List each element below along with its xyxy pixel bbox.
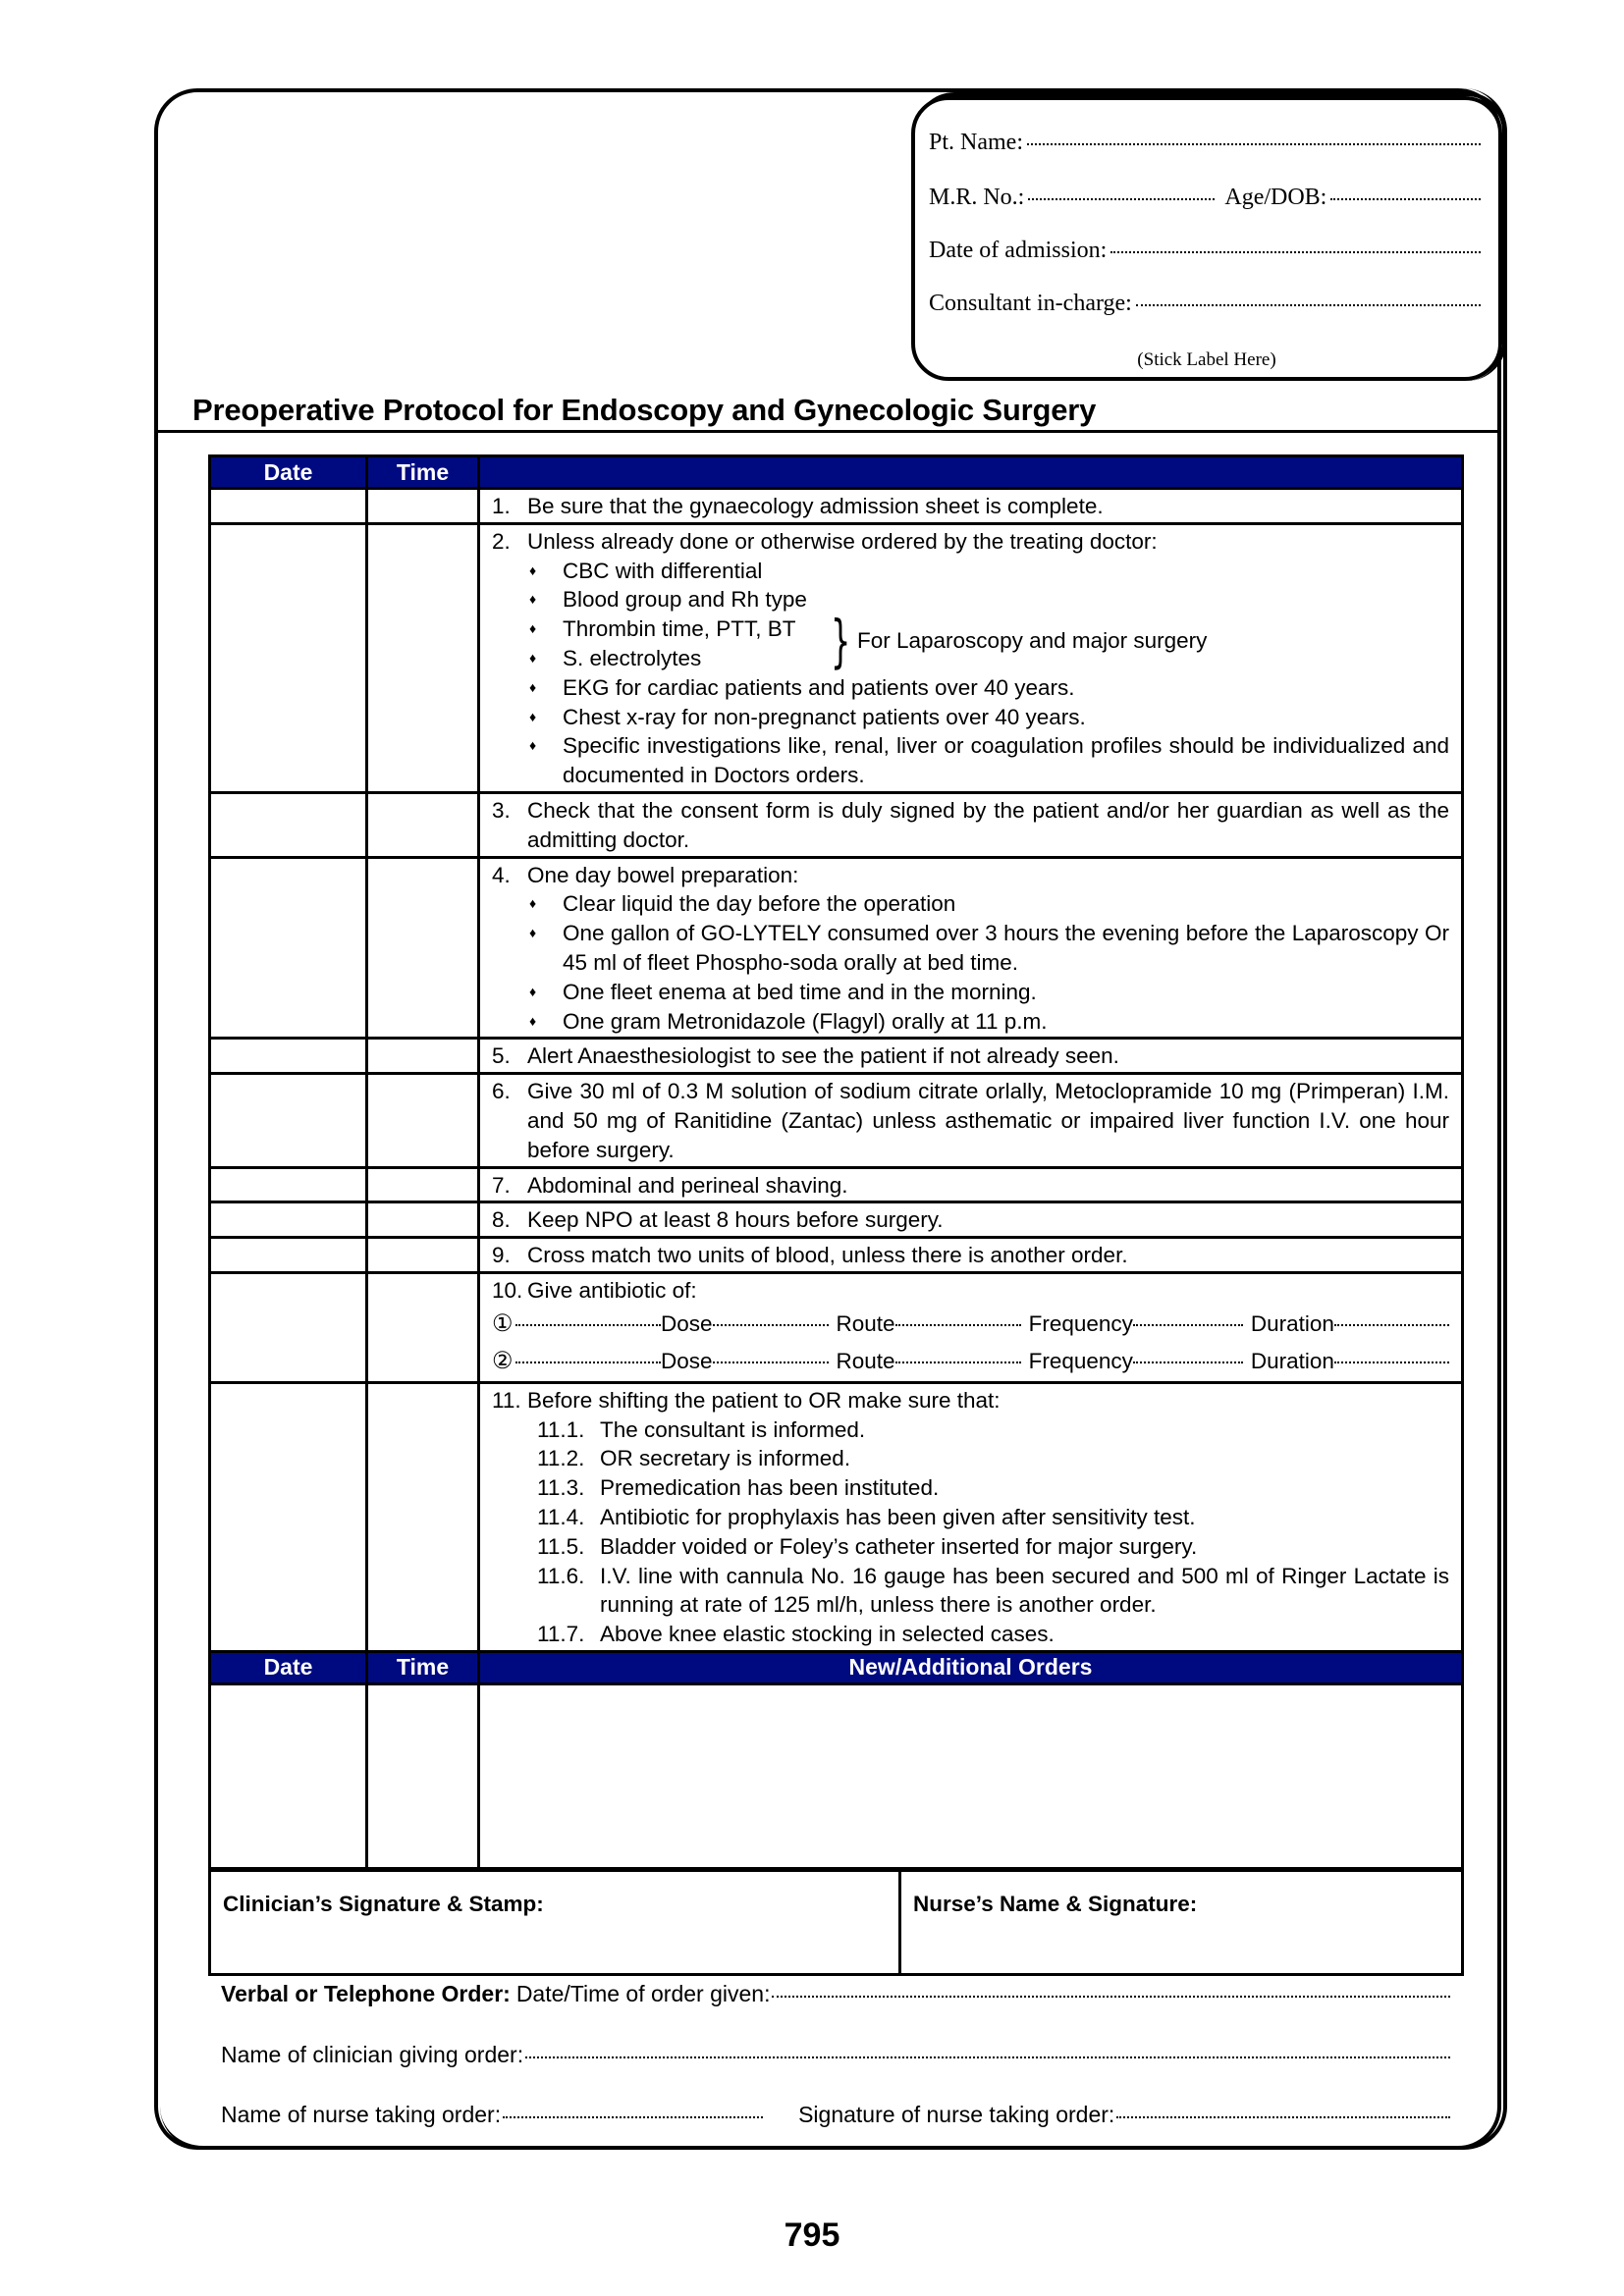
diamond-bullet-icon: ♦ (529, 649, 537, 666)
nurse-signature-order-label: Signature of nurse taking order: (798, 2102, 1115, 2127)
antibiotic-2-frequency-field[interactable] (1133, 1362, 1243, 1363)
antibiotic-1-duration-field[interactable] (1334, 1324, 1449, 1326)
sub-item: 11.2. OR secretary is informed. (537, 1446, 851, 1471)
item-cell (479, 1382, 1463, 1651)
sub-item: 11.5. Bladder voided or Foley’s catheter inserted for major surgery. (537, 1533, 1198, 1559)
nurse-name-field[interactable] (503, 2116, 763, 2118)
consultant-label: Consultant in-charge: (929, 291, 1132, 316)
date-cell[interactable] (210, 1238, 367, 1273)
antibiotic-1-route-field[interactable] (895, 1324, 1021, 1326)
bullet-item: ♦ Thrombin time, PTT, BT (492, 614, 1449, 644)
admission-date-label: Date of admission: (929, 238, 1108, 263)
age-dob-field[interactable] (1330, 198, 1481, 200)
item-number: 5. (492, 1043, 511, 1069)
date-cell[interactable] (210, 1202, 367, 1238)
item-number: 4. (492, 862, 511, 887)
time-cell[interactable] (367, 1238, 479, 1273)
item-cell (479, 1202, 1463, 1238)
diamond-bullet-icon: ♦ (529, 983, 537, 999)
page-title: Preoperative Protocol for Endoscopy and Gynecologic Surgery (192, 393, 1097, 427)
antibiotic-1-name-field[interactable] (515, 1324, 661, 1326)
diamond-bullet-icon: ♦ (529, 737, 537, 754)
item-cell (479, 1074, 1463, 1167)
item-text: Abdominal and perineal shaving. (527, 1172, 848, 1198)
antibiotic-2-dose-field[interactable] (713, 1362, 829, 1363)
item-cell (479, 792, 1463, 857)
item-number: 1. (492, 494, 511, 518)
time-cell[interactable] (367, 1074, 479, 1167)
table-row (210, 1238, 1463, 1273)
table-row (210, 1382, 1463, 1651)
consultant-field[interactable] (1136, 304, 1481, 306)
admission-row (929, 238, 1481, 264)
item-cell (479, 1167, 1463, 1202)
signature-row (210, 1869, 1463, 1974)
item-cell (479, 1238, 1463, 1273)
time-cell[interactable] (367, 1382, 479, 1651)
pt-name-field[interactable] (1027, 143, 1481, 145)
clinician-order-row (221, 2042, 1450, 2068)
datetime-field[interactable] (772, 1996, 1450, 1998)
table-row (210, 1272, 1463, 1382)
nurse-order-row (221, 2102, 1450, 2128)
pt-name-label: Pt. Name: (929, 130, 1023, 155)
sub-item: 11.3. Premedication has been instituted. (537, 1475, 940, 1501)
header-date: Date (210, 456, 367, 489)
date-cell[interactable] (210, 1167, 367, 1202)
time-cell[interactable] (367, 1167, 479, 1202)
nurse-signature-order-field[interactable] (1116, 2116, 1450, 2118)
orders-header-date: Date (210, 1651, 367, 1683)
table-row (210, 1074, 1463, 1167)
table-row (210, 792, 1463, 857)
time-cell[interactable] (367, 1039, 479, 1074)
diamond-bullet-icon: ♦ (529, 895, 537, 912)
diamond-bullet-icon: ♦ (529, 925, 537, 941)
verbal-order-row (221, 1981, 1450, 2007)
date-cell[interactable] (210, 1272, 367, 1382)
item-text: Be sure that the gynaecology admission sheet is complete. (527, 494, 1104, 518)
time-cell[interactable] (367, 792, 479, 857)
item-number: 7. (492, 1172, 511, 1198)
orders-time-cell[interactable] (367, 1683, 479, 1869)
bullet-item: ♦ One fleet enema at bed time and in the morning. (492, 978, 1449, 1007)
antibiotic-2-route-field[interactable] (895, 1362, 1021, 1363)
item-text: Give 30 ml of 0.3 M solution of sodium citrate orlally, Metoclopramide 10 mg (Primperan) I.M. and 50 mg of Ranitidine (Zantac) unless asthematic or impaired liver function I.V. one hour before surgery. (527, 1079, 1449, 1162)
nurse-signature-box[interactable] (901, 1872, 1461, 1973)
orders-date-cell[interactable] (210, 1683, 367, 1869)
nurse-signature-label: Nurse’s Name & Signature: (913, 1891, 1198, 1916)
item-number: 9. (492, 1243, 511, 1268)
item-text: Keep NPO at least 8 hours before surgery. (527, 1207, 944, 1233)
diamond-bullet-icon: ♦ (529, 708, 537, 724)
datetime-label: Date/Time of order given: (515, 1981, 771, 2006)
diamond-bullet-icon: ♦ (529, 561, 537, 578)
sub-item: 11.4. Antibiotic for prophylaxis has been given after sensitivity test. (537, 1504, 1196, 1529)
diamond-bullet-icon: ♦ (529, 678, 537, 695)
bullet-item: ♦ One gallon of GO-LYTELY consumed over 3 hours the evening before the Laparoscopy Or 45 ml of fleet Phospho-soda orally at bed time. (492, 919, 1449, 978)
orders-header-title: New/Additional Orders (479, 1651, 1463, 1683)
item-text: Alert Anaesthesiologist to see the patient if not already seen. (527, 1043, 1119, 1069)
circled-two-icon: ② (492, 1347, 514, 1374)
time-cell[interactable] (367, 1202, 479, 1238)
item-number: 11. (492, 1387, 521, 1413)
item-number: 3. (492, 797, 511, 823)
bullet-item: ♦ Chest x-ray for non-pregnanct patients over 40 years. (492, 703, 1449, 732)
table-row (210, 489, 1463, 524)
date-cell[interactable] (210, 857, 367, 1039)
right-brace-icon: } (831, 608, 851, 675)
antibiotic-line-2: ② Dose Route Frequency Duration (492, 1343, 1449, 1380)
table-row (210, 857, 1463, 1039)
time-cell[interactable] (367, 489, 479, 524)
table-row (210, 523, 1463, 792)
pt-name-row (929, 130, 1481, 156)
item-number: 6. (492, 1079, 511, 1104)
bullet-item: ♦ Blood group and Rh type (492, 585, 1449, 614)
table-row (210, 1202, 1463, 1238)
item-text: Give antibiotic of: (527, 1277, 697, 1303)
brace-note: For Laparoscopy and major surgery (857, 628, 1208, 654)
orders-header-row (210, 1651, 1463, 1683)
time-cell[interactable] (367, 1272, 479, 1382)
bullet-item: ♦ S. electrolytes (492, 644, 1449, 673)
admission-date-field[interactable] (1110, 251, 1481, 253)
item-cell (479, 1039, 1463, 1074)
table-row (210, 1039, 1463, 1074)
diamond-bullet-icon: ♦ (529, 1012, 537, 1029)
time-cell[interactable] (367, 523, 479, 792)
bullet-item: ♦ CBC with differential (492, 557, 1449, 586)
consultant-row (929, 291, 1481, 317)
time-cell[interactable] (367, 857, 479, 1039)
title-divider (154, 430, 1501, 433)
header-content (479, 456, 1463, 489)
clinician-name-field[interactable] (525, 2056, 1450, 2058)
item-number: 2. (492, 528, 511, 554)
item-cell (479, 489, 1463, 524)
clinician-name-label: Name of clinician giving order: (221, 2042, 524, 2067)
protocol-table (208, 454, 1464, 1976)
sub-item: 11.1. The consultant is informed. (537, 1416, 866, 1442)
date-cell[interactable] (210, 1074, 367, 1167)
diamond-bullet-icon: ♦ (529, 591, 537, 608)
antibiotic-1-frequency-field[interactable] (1133, 1324, 1243, 1326)
sub-item: 11.6. I.V. line with cannula No. 16 gauge has been secured and 500 ml of Ringer Lactate is running at rate of 125 ml/h, unless there is another order. (537, 1563, 1449, 1618)
item-text: Before shifting the patient to OR make sure that: (527, 1387, 1001, 1413)
antibiotic-2-name-field[interactable] (515, 1362, 661, 1363)
sub-item: 11.7. Above knee elastic stocking in selected cases. (537, 1622, 1055, 1647)
orders-body-row (210, 1683, 1463, 1869)
clinician-signature-box[interactable] (211, 1872, 901, 1973)
item-cell (479, 1272, 1463, 1382)
verbal-order-heading: Verbal or Telephone Order: (221, 1981, 511, 2006)
stick-label-note: (Stick Label Here) (1137, 349, 1276, 370)
item-text: One day bowel preparation: (527, 862, 799, 887)
date-cell[interactable] (210, 523, 367, 792)
date-cell[interactable] (210, 1039, 367, 1074)
mr-no-field[interactable] (1028, 198, 1215, 200)
antibiotic-1-dose-field[interactable] (713, 1324, 829, 1326)
item-number: 8. (492, 1207, 511, 1233)
item-text: Check that the consent form is duly signed by the patient and/or her guardian as well as the admitting doctor. (527, 797, 1449, 852)
bullet-item: ♦ Clear liquid the day before the operation (492, 889, 1449, 919)
protocol-header-row (210, 456, 1463, 489)
date-cell[interactable] (210, 792, 367, 857)
page-number: 795 (784, 2216, 840, 2254)
orders-text-cell[interactable] (479, 1683, 1463, 1869)
antibiotic-line-1: ① Dose Route Frequency Duration (492, 1306, 1449, 1343)
item-text: Cross match two units of blood, unless there is another order. (527, 1243, 1128, 1268)
bullet-item: ♦ Specific investigations like, renal, liver or coagulation profiles should be individualized and documented in Doctors orders. (492, 731, 1449, 790)
item-cell (479, 857, 1463, 1039)
mr-no-label: M.R. No.: (929, 185, 1025, 210)
date-cell[interactable] (210, 489, 367, 524)
clinician-signature-label: Clinician’s Signature & Stamp: (223, 1891, 544, 1916)
diamond-bullet-icon: ♦ (529, 620, 537, 637)
mr-age-row (929, 185, 1481, 211)
item-number: 10. (492, 1277, 523, 1303)
bullet-item: ♦ EKG for cardiac patients and patients over 40 years. (492, 673, 1449, 703)
brace-group (492, 608, 1449, 675)
patient-label-box (911, 96, 1502, 381)
bullet-item: ♦ One gram Metronidazole (Flagyl) orally at 11 p.m. (492, 1007, 1449, 1037)
item-cell (479, 523, 1463, 792)
orders-header-time: Time (367, 1651, 479, 1683)
header-time: Time (367, 456, 479, 489)
circled-one-icon: ① (492, 1309, 514, 1337)
age-dob-label: Age/DOB: (1224, 185, 1327, 210)
table-row (210, 1167, 1463, 1202)
item-text: Unless already done or otherwise ordered by the treating doctor: (527, 528, 1158, 554)
nurse-name-label: Name of nurse taking order: (221, 2102, 502, 2127)
antibiotic-2-duration-field[interactable] (1334, 1362, 1449, 1363)
date-cell[interactable] (210, 1382, 367, 1651)
